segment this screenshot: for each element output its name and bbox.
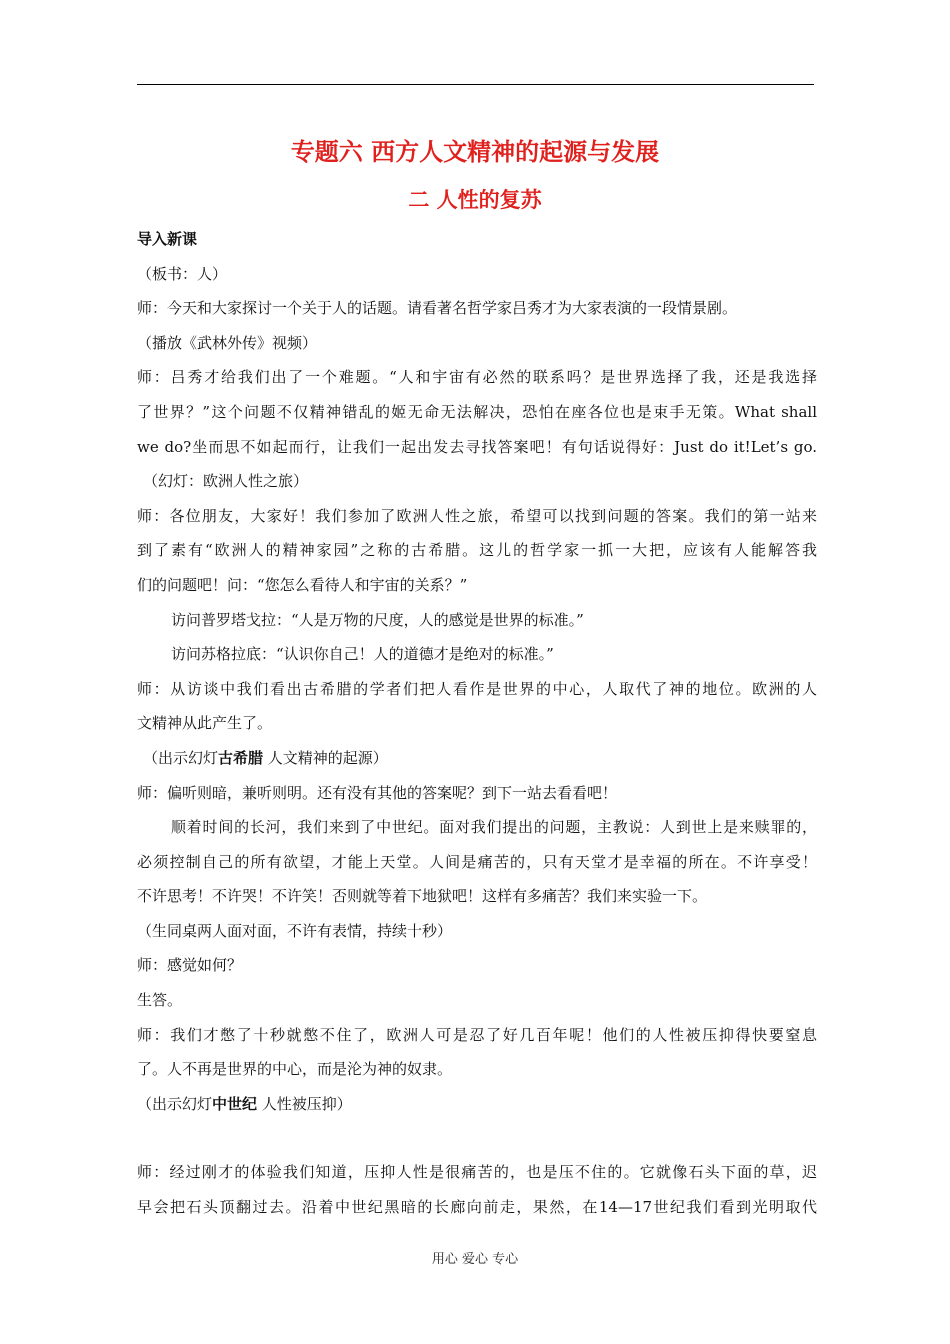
section-subtitle: 二 人性的复苏: [408, 187, 542, 212]
paragraph: 了。人不再是世界的中心，而是沦为神的奴隶。: [137, 1060, 453, 1079]
slide-keyword: 中世纪: [212, 1094, 258, 1113]
paragraph: 必须控制自己的所有欲望，才能上天堂。人间是痛苦的，只有天堂才是幸福的所在。不许享受！: [137, 852, 817, 871]
page-footer: 用心 爱心 专心: [431, 1252, 519, 1267]
interview-line: 访问苏格拉底：“认识你自己！人的道德才是绝对的标准。”: [171, 645, 554, 664]
paragraph: 早会把石头顶翻过去。沿着中世纪黑暗的长廊向前走，果然，在14—17世纪我们看到光明取代: [137, 1198, 817, 1217]
paragraph: 师：今天和大家探讨一个关于人的话题。请看著名哲学家吕秀才为大家表演的一段情景剧。: [137, 299, 738, 318]
paragraph: 师：感觉如何？: [137, 956, 243, 975]
paragraph: we do?坐而思不如起而行，让我们一起出发去寻找答案吧！有句话说得好：Just do it!Let’s go.: [137, 437, 817, 456]
header-rule: [137, 84, 814, 85]
paragraph: 师：偏听则暗，兼听则明。还有没有其他的答案呢？到下一站去看看吧！: [137, 783, 618, 802]
paragraph: （播放《武林外传》视频）: [137, 333, 318, 352]
paragraph: 不许思考！不许哭！不许笑！否则就等着下地狱吧！这样有多痛苦？我们来实验一下。: [137, 887, 708, 906]
paragraph: 师：从访谈中我们看出古希腊的学者们把人看作是世界的中心，人取代了神的地位。欧洲的人: [137, 679, 817, 698]
paragraph: （生同桌两人面对面，不许有表情，持续十秒）: [137, 921, 453, 940]
interview-line: 访问普罗塔戈拉：“人是万物的尺度，人的感觉是世界的标准。”: [171, 610, 584, 629]
slide-keyword: 古希腊: [218, 748, 264, 767]
section-heading: 导入新课: [137, 230, 198, 248]
paragraph: （幻灯：欧洲人性之旅）: [143, 472, 309, 491]
paragraph: （板书：人）: [137, 264, 228, 283]
slide-note-medieval: （出示幻灯中世纪 人性被压抑）: [137, 1094, 352, 1113]
paragraph: 文精神从此产生了。: [137, 714, 273, 733]
paragraph: 们的问题吧！问：“您怎么看待人和宇宙的关系？”: [137, 575, 468, 594]
paragraph: 师：经过刚才的体验我们知道，压抑人性是很痛苦的，也是压不住的。它就像石头下面的草，迟: [137, 1163, 817, 1182]
paragraph: 师：吕秀才给我们出了一个难题。“人和宇宙有必然的联系吗？是世界选择了我，还是我选择: [137, 368, 817, 387]
document-title: 专题六 西方人文精神的起源与发展: [290, 137, 660, 166]
paragraph: 了世界？”这个问题不仅精神错乱的姬无命无法解决，恐怕在座各位也是束手无策。What shall: [137, 402, 817, 421]
paragraph: 生答。: [137, 991, 183, 1010]
paragraph: 顺着时间的长河，我们来到了中世纪。面对我们提出的问题，主教说：人到世上是来赎罪的，: [171, 818, 817, 837]
paragraph: 到了素有“欧洲人的精神家园”之称的古希腊。这儿的哲学家一抓一大把，应该有人能解答我: [137, 541, 817, 560]
document-body: [137, 222, 817, 1225]
slide-note-greece: （出示幻灯古希腊 人文精神的起源）: [143, 748, 388, 767]
paragraph: 师：我们才憋了十秒就憋不住了，欧洲人可是忍了好几百年呢！他们的人性被压抑得快要窒息: [137, 1025, 817, 1044]
paragraph: 师：各位朋友，大家好！我们参加了欧洲人性之旅，希望可以找到问题的答案。我们的第一站来: [137, 506, 817, 525]
